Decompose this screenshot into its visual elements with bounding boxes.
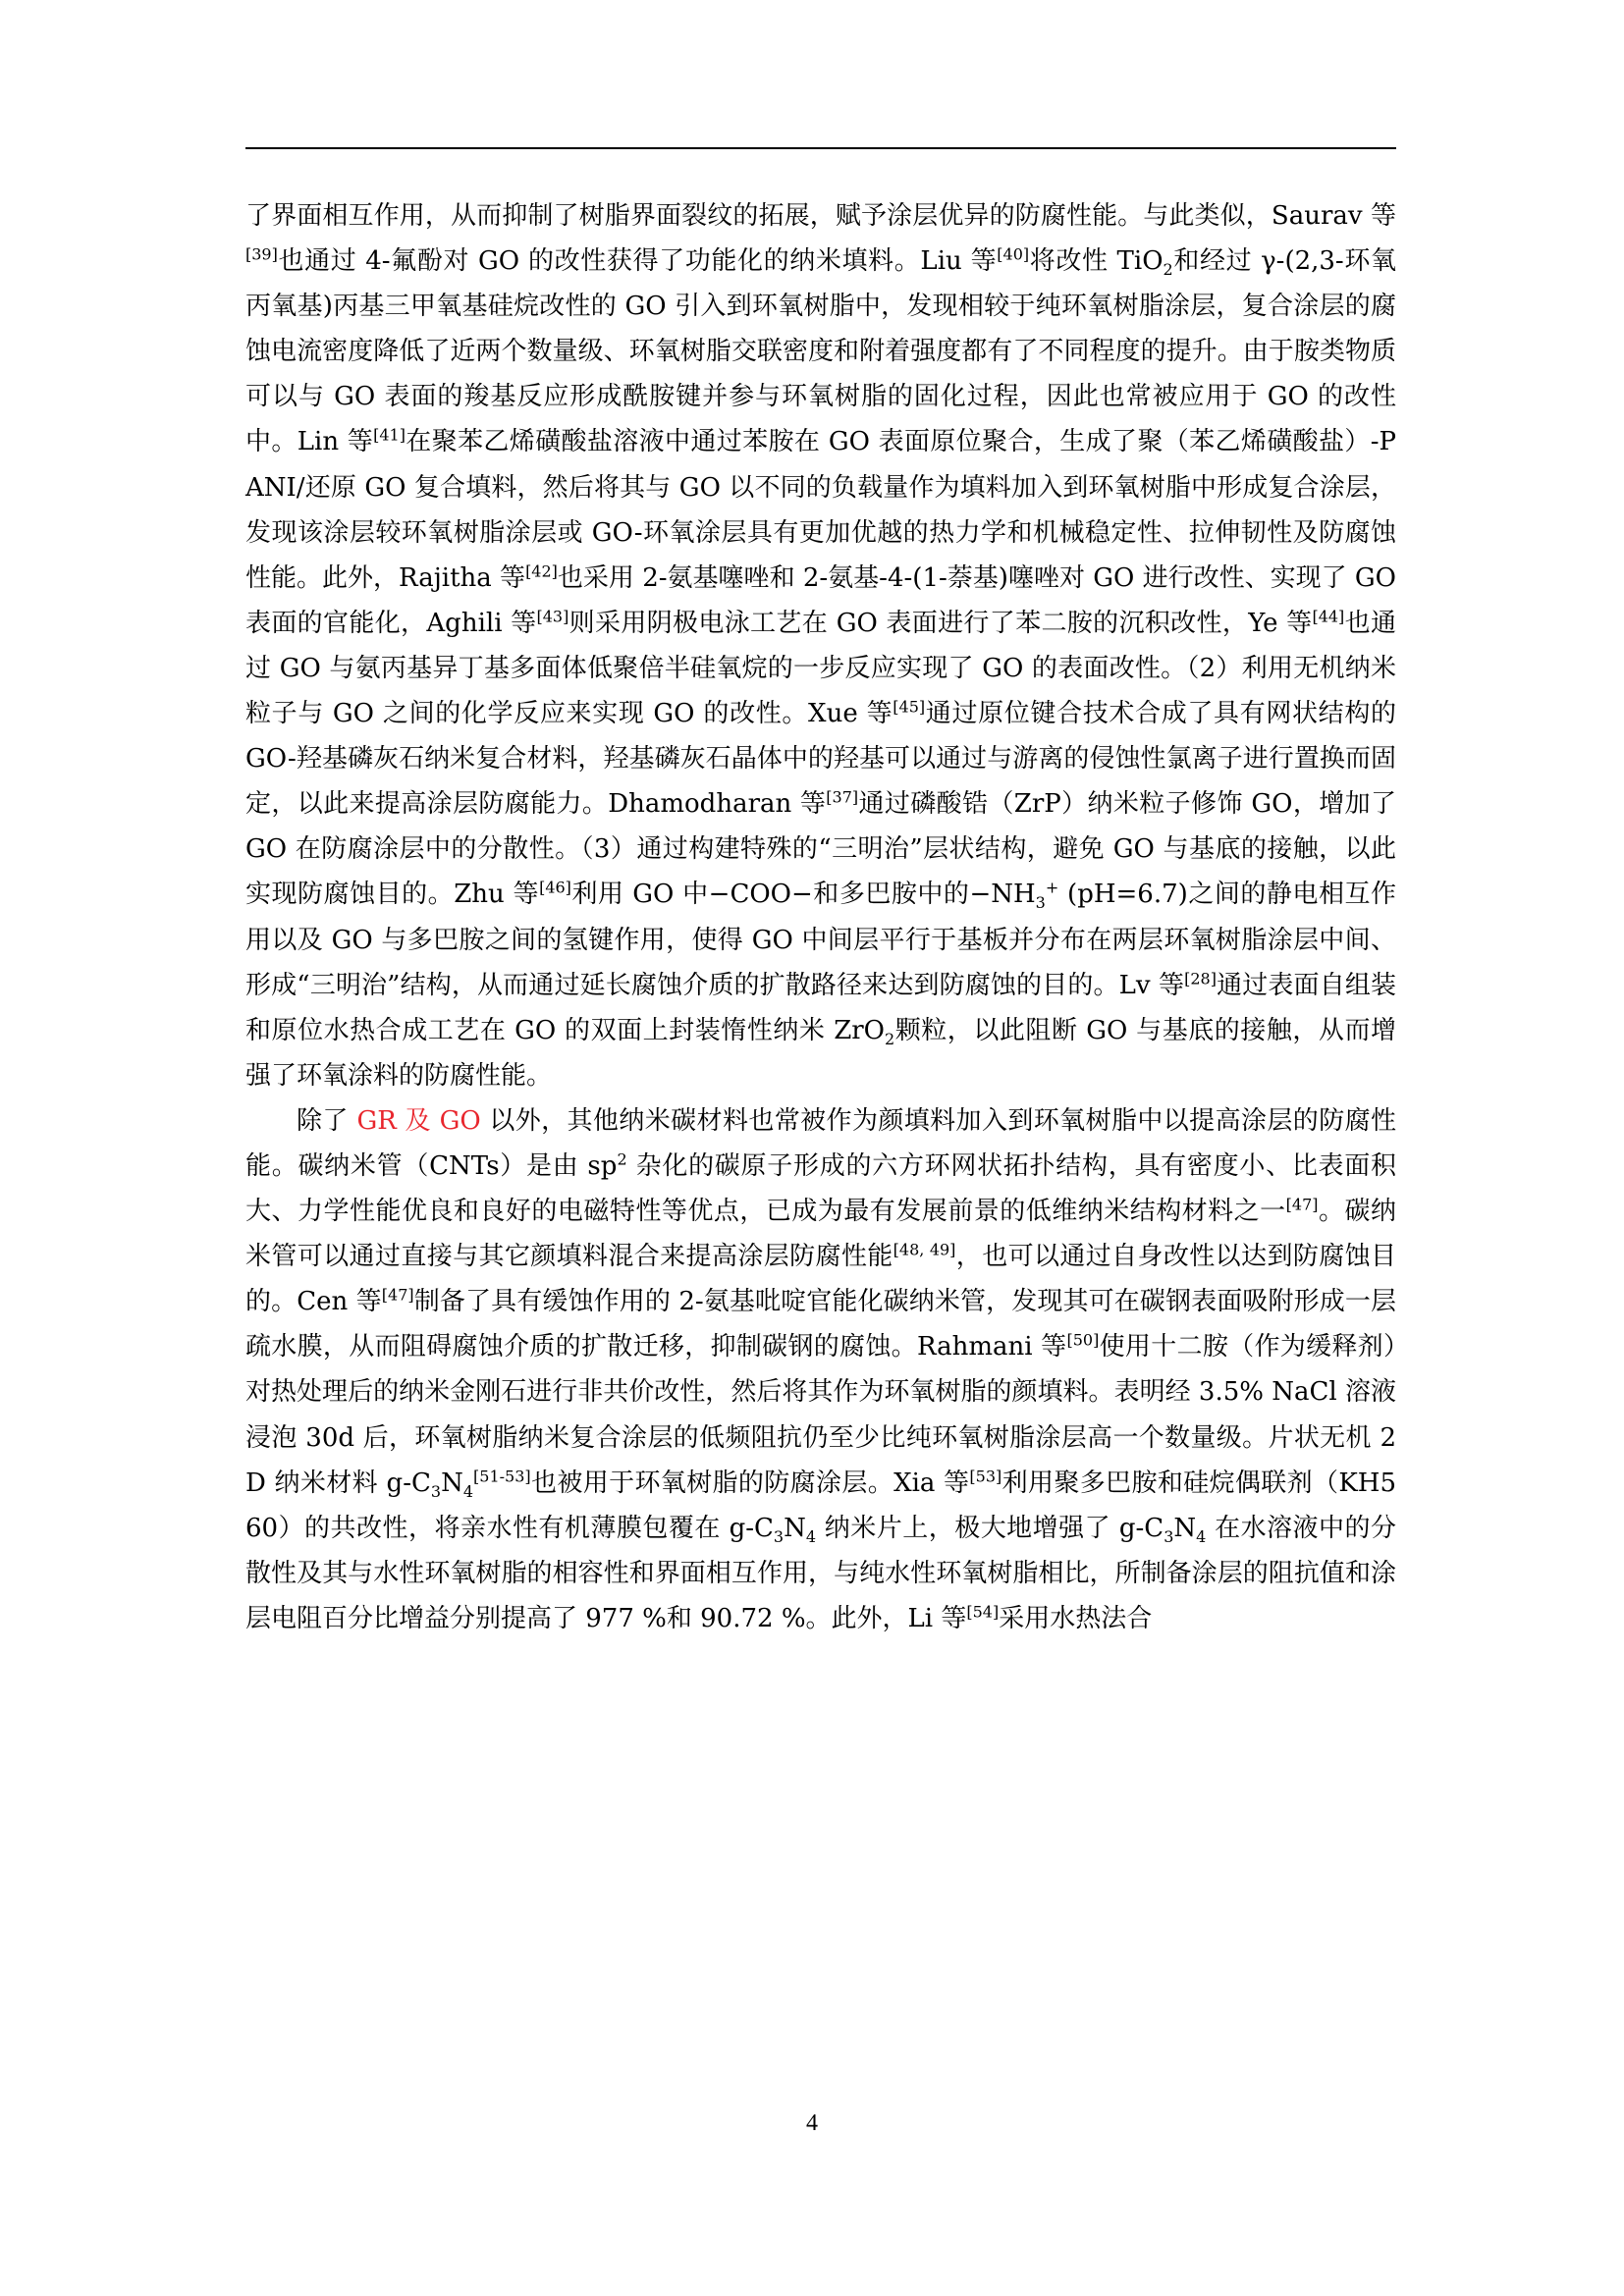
paragraph-other-carbon-materials [245,1098,1396,1641]
superscript: [44] [1312,607,1345,626]
superscript: [45] [893,697,926,717]
superscript: 2 [617,1149,627,1169]
subscript: 3 [1035,893,1046,913]
text-run: 也通过 GO 与氨丙基异丁基多面体低聚倍半硅氧烷的一步反应实现了 GO 的表面改性。（2）利用无机纳米粒子与 GO 之间的化学反应来实现 GO 的改性。Xue 等 [245,608,1396,729]
superscript: [47] [1285,1195,1319,1214]
text-run: ，也可以通过自身改性以达到防腐蚀目的。Cen 等 [245,1242,1396,1317]
text-run: 通过表面自组装和原位水热合成工艺在 GO 的双面上封装惰性纳米 ZrO [245,970,1396,1045]
highlighted-text: GR 及 GO [356,1105,481,1136]
superscript: [41] [373,425,406,445]
text-run: 纳米片上，极大地增强了 g-C [816,1513,1164,1543]
text-run: 在水溶液中的分散性及其与水性环氧树脂的相容性和界面相互作用，与纯水性环氧树脂相比，所制备涂层的阻抗值和涂层电阻百分比增益分别提高了 977 %和 90.72 %。此外，Li 等 [245,1513,1396,1633]
subscript: 4 [1196,1526,1207,1546]
subscript: 4 [462,1481,474,1501]
text-run: 颗粒，以此阻断 GO 与基底的接触，从而增强了环氧涂料的防腐性能。 [245,1015,1396,1091]
subscript: 3 [773,1526,785,1546]
text-run: 采用水热法合 [999,1603,1153,1633]
text-run: 制备了具有缓蚀作用的 2-氨基吡啶官能化碳纳米管，发现其可在碳钢表面吸附形成一层疏水膜，从而阻碍腐蚀介质的扩散迁移，抑制碳钢的腐蚀。Rahmani 等 [245,1287,1396,1362]
superscript: [42] [525,561,558,581]
subscript: 2 [885,1029,895,1048]
subscript: 2 [1163,260,1173,280]
text-run: 和经过 γ-(2,3-环氧丙氧基)丙基三甲氧基硅烷改性的 GO 引入到环氧树脂中，发现相较于纯环氧树脂涂层，复合涂层的腐蚀电流密度降低了近两个数量级、环氧树脂交联密度和附着强度都有了不同程度的提升。由于胺类物质可以与 GO 表面的羧基反应形成酰胺键并参与环氧树脂的固化过程，因此也常被应用于 GO 的改性中。Lin 等 [245,246,1396,457]
superscript: [50] [1066,1330,1100,1350]
superscript: [51-53] [473,1466,531,1485]
text-run: 利用聚多巴胺和硅烷偶联剂（KH560）的共改性，将亲水性有机薄膜包覆在 g-C [245,1468,1397,1543]
text-run: 以外，其他纳米碳材料也常被作为颜填料加入到环氧树脂中以提高涂层的防腐性能。碳纳米管（CNTs）是由 sp [245,1105,1396,1181]
superscript: [43] [536,607,569,626]
text-run: 也采用 2-氨基噻唑和 2-氨基-4-(1-萘基)噻唑对 GO 进行改性、实现了 GO 表面的官能化，Aghili 等 [245,562,1396,638]
text-run: 。碳纳米管可以通过直接与其它颜填料混合来提高涂层防腐性能 [245,1197,1396,1272]
text-run: 杂化的碳原子形成的六方环网状拓扑结构，具有密度小、比表面积大、力学性能优良和良好的电磁特性等优点，已成为最有发展前景的低维纳米结构材料之一 [245,1150,1396,1227]
text-run: 利用 GO 中−COO−和多巴胺中的−NH [570,880,1036,910]
superscript: [54] [966,1602,1000,1622]
text-run: 除了 [297,1105,357,1136]
page-number: 4 [806,2110,818,2136]
superscript: [53] [969,1466,1002,1485]
body-text [245,193,1396,1641]
superscript: [39] [245,244,278,264]
superscript: [46] [539,878,571,897]
paragraph-go-modification [245,193,1396,1098]
text-run: 了界面相互作用，从而抑制了树脂界面裂纹的拓展，赋予涂层优异的防腐性能。与此类似，Saurav 等 [245,201,1396,231]
text-run: 也被用于环氧树脂的防腐涂层。Xia 等 [530,1468,970,1498]
superscript: [48, 49] [893,1240,956,1259]
subscript: 3 [1164,1526,1174,1546]
text-run: N [1173,1513,1197,1543]
superscript: [28] [1184,968,1217,988]
text-run: 在聚苯乙烯磺酸盐溶液中通过苯胺在 GO 表面原位聚合，生成了聚（苯乙烯磺酸盐）-PANI/还原 GO 复合填料，然后将其与 GO 以不同的负载量作为填料加入到环氧树脂中形成复合涂层，发现该涂层较环氧树脂涂层或 GO-环氧涂层具有更加优越的热力学和机械稳定性、拉伸韧性及防腐蚀性能。此外，Rajitha 等 [245,427,1396,593]
text-run: 通过磷酸锆（ZrP）纳米粒子修饰 GO，增加了 GO 在防腐涂层中的分散性。（3）通过构建特殊的“三明治”层状结构，避免 GO 与基底的接触，以此实现防腐蚀目的。Zhu 等 [245,789,1396,910]
text-run: 也通过 4-氟酚对 GO 的改性获得了功能化的纳米填料。Liu 等 [277,246,998,277]
header-rule [245,147,1396,149]
superscript: [40] [997,244,1030,264]
text-run: 通过原位键合技术合成了具有网状结构的 GO-羟基磷灰石纳米复合材料，羟基磷灰石晶体中的羟基可以通过与游离的侵蚀性氯离子进行置换而固定，以此来提高涂层防腐能力。Dhamodharan 等 [245,699,1396,820]
text-run: 使用十二胺（作为缓释剂）对热处理后的纳米金刚石进行非共价改性，然后将其作为环氧树脂的颜填料。表明经 3.5% NaCl 溶液浸泡 30d 后，环氧树脂纳米复合涂层的低频阻抗仍至少比纯环氧树脂涂层高一个数量级。片状无机 2D 纳米材料 g-C [245,1332,1396,1498]
subscript: 4 [805,1526,817,1546]
text-run: 则采用阴极电泳工艺在 GO 表面进行了苯二胺的沉积改性，Ye 等 [568,608,1313,638]
text-run: (pH=6.7)之间的静电相互作用以及 GO 与多巴胺之间的氢键作用，使得 GO 中间层平行于基板并分布在两层环氧树脂涂层中间、形成“三明治”结构，从而通过延长腐蚀介质的扩散路径来达到防腐蚀的目的。Lv 等 [245,880,1396,1000]
superscript: [37] [826,787,859,807]
superscript: [47] [381,1285,414,1305]
text-run: 将改性 TiO [1029,246,1164,277]
subscript: 3 [430,1481,442,1501]
superscript: + [1045,878,1059,897]
text-run: N [441,1468,463,1498]
text-run: N [784,1513,806,1543]
